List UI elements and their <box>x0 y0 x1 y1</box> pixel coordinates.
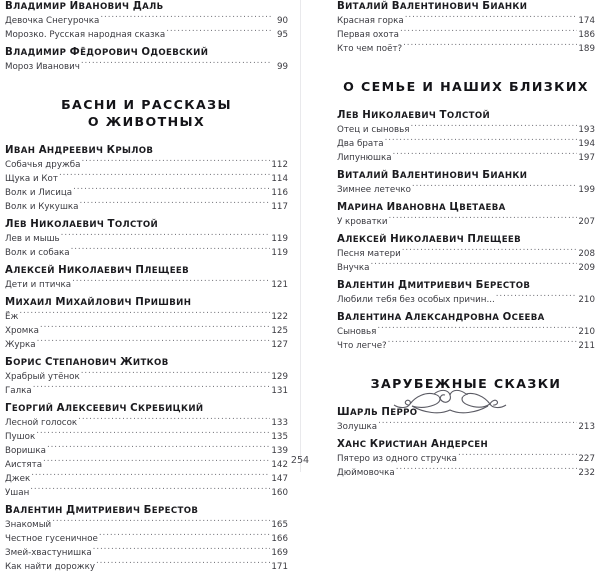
dot-leader <box>400 28 577 37</box>
author-initial: П <box>135 297 145 308</box>
section-heading-line: О СЕМЬЕ И НАШИХ БЛИЗКИХ <box>343 79 589 94</box>
toc-entry-page: 125 <box>271 326 288 336</box>
toc-entry-title: Как найти дорожку <box>5 562 95 572</box>
author-initial: А <box>56 403 65 414</box>
dot-leader <box>79 200 270 209</box>
section-heading <box>337 78 595 95</box>
toc-entry[interactable] <box>5 158 288 172</box>
author-initial: В <box>5 505 14 516</box>
toc-entry-page: 165 <box>271 520 288 530</box>
toc-entry[interactable] <box>5 60 288 74</box>
toc-entry-page: 189 <box>578 44 595 54</box>
toc-entry-title: Честное гусеничное <box>5 534 98 544</box>
author-initial: А <box>337 234 346 245</box>
toc-entry-page: 117 <box>271 202 288 212</box>
dot-leader <box>71 246 271 255</box>
toc-entry[interactable] <box>337 339 595 353</box>
toc-entry-page: 127 <box>271 340 288 350</box>
toc-entry[interactable] <box>337 123 595 137</box>
toc-entry[interactable] <box>337 28 595 42</box>
author-initial: Н <box>58 265 67 276</box>
toc-entry-page: 208 <box>578 249 595 259</box>
toc-entry-title: Дюймовочка <box>337 468 395 478</box>
author-initial: В <box>391 170 400 181</box>
toc-entry[interactable] <box>5 310 288 324</box>
toc-entry-page: 95 <box>276 30 288 40</box>
toc-entry-title: Любили тебя без особых причин... <box>337 295 495 305</box>
dot-leader <box>33 384 271 393</box>
toc-entry[interactable] <box>5 324 288 338</box>
page-number: 254 <box>290 455 310 466</box>
author-initial: Б <box>482 170 491 181</box>
author-heading: ИВАН АНДРЕЕВИЧ КРЫЛОВ <box>5 145 154 156</box>
toc-entry-page: 114 <box>271 174 288 184</box>
author-initial: В <box>391 1 400 12</box>
toc-entry[interactable] <box>5 200 288 214</box>
toc-entry-page: 174 <box>578 16 595 26</box>
author-heading: ГЕОРГИЙ АЛЕКСЕЕВИЧ СКРЕБИЦКИЙ <box>5 403 204 414</box>
dot-leader <box>61 232 271 241</box>
author-heading: АЛЕКСЕЙ НИКОЛАЕВИЧ ПЛЕЩЕЕВ <box>5 265 190 276</box>
author-initial: Д <box>398 280 408 291</box>
author-initial: Б <box>482 1 491 12</box>
dot-leader <box>73 186 270 195</box>
toc-entry[interactable] <box>5 186 288 200</box>
toc-entry-title: Змей-хвастунишка <box>5 548 92 558</box>
author-initial: О <box>141 47 151 58</box>
toc-entry-page: 119 <box>271 234 288 244</box>
toc-entry[interactable] <box>337 42 595 56</box>
toc-entry-page: 199 <box>578 185 595 195</box>
dot-leader <box>81 370 271 379</box>
dot-leader <box>36 430 270 439</box>
toc-entry-title: Волк и Кукушка <box>5 202 79 212</box>
flourish-ornament-icon <box>300 386 600 420</box>
toc-entry[interactable] <box>5 246 288 260</box>
toc-entry-page: 119 <box>271 248 288 258</box>
author-initial: Т <box>107 219 115 230</box>
toc-entry-page: 193 <box>578 125 595 135</box>
toc-entry-title: Пятеро из одного стручка <box>337 454 457 464</box>
toc-entry-title: Что легче? <box>337 341 387 351</box>
toc-entry-title: Морозко. Русская народная сказка <box>5 30 166 40</box>
toc-entry-page: 133 <box>271 418 288 428</box>
author-initial: М <box>337 202 348 213</box>
dot-leader <box>410 123 577 132</box>
toc-entry-title: Волк и собака <box>5 248 70 258</box>
author-initial: Л <box>5 219 14 230</box>
author-initial: М <box>5 297 16 308</box>
author-initial: А <box>405 312 414 323</box>
toc-entry[interactable] <box>5 384 288 398</box>
toc-entry-title: У кроватки <box>337 217 388 227</box>
author-initial: Т <box>439 110 447 121</box>
toc-entry[interactable] <box>337 247 595 261</box>
toc-entry[interactable] <box>337 420 595 434</box>
dot-leader <box>52 518 270 527</box>
toc-entry-page: 90 <box>276 16 288 26</box>
toc-entry-title: Девочка Снегурочка <box>5 16 100 26</box>
dot-leader <box>377 325 577 334</box>
toc-entry[interactable] <box>337 183 595 197</box>
author-initial: С <box>130 403 138 414</box>
toc-entry-title: Журка <box>5 340 36 350</box>
author-heading: АЛЕКСЕЙ НИКОЛАЕВИЧ ПЛЕЩЕЕВ <box>337 234 522 245</box>
toc-entry[interactable] <box>5 532 288 546</box>
toc-entry-title: Волк и Лисица <box>5 188 73 198</box>
toc-entry-page: 194 <box>578 139 595 149</box>
dot-leader <box>30 486 270 495</box>
toc-entry[interactable] <box>5 486 288 500</box>
toc-entry-page: 147 <box>271 474 288 484</box>
toc-entry[interactable] <box>5 472 288 486</box>
author-heading: ВИТАЛИЙ ВАЛЕНТИНОВИЧ БИАНКИ <box>337 170 528 181</box>
author-initial: А <box>430 439 440 450</box>
author-initial: Б <box>143 505 152 516</box>
dot-leader <box>412 183 578 192</box>
toc-entry-page: 142 <box>271 460 288 470</box>
author-heading: ВЛАДИМИР ФЁДОРОВИЧ ОДОЕВСКИЙ <box>5 47 209 58</box>
author-heading: ШАРЛЬ ПЕРРО <box>337 407 418 418</box>
toc-entry-page: 171 <box>271 562 288 572</box>
toc-entry-page: 232 <box>578 468 595 478</box>
toc-entry-title: Воришка <box>5 446 46 456</box>
toc-entry-title: Аистята <box>5 460 43 470</box>
toc-entry-title: Пушок <box>5 432 36 442</box>
toc-entry[interactable] <box>337 261 595 275</box>
dot-leader <box>81 60 271 69</box>
author-initial: П <box>381 407 391 418</box>
author-heading: ВАЛЕНТИН ДМИТРИЕВИЧ БЕРЕСТОВ <box>337 280 531 291</box>
toc-entry-title: Красная горка <box>337 16 404 26</box>
dot-leader <box>99 532 271 541</box>
dot-leader <box>31 472 270 481</box>
dot-leader <box>378 420 577 429</box>
author-initial: П <box>135 265 145 276</box>
toc-entry-title: Сыновья <box>337 327 377 337</box>
dot-leader <box>385 137 578 146</box>
dot-leader <box>93 546 271 555</box>
toc-entry-page: 129 <box>271 372 288 382</box>
toc-entry-title: Галка <box>5 386 32 396</box>
author-initial: Н <box>362 110 372 121</box>
toc-entry[interactable] <box>5 14 288 28</box>
dot-leader <box>96 560 270 569</box>
toc-entry[interactable] <box>5 546 288 560</box>
author-initial: Н <box>390 234 399 245</box>
toc-right-column <box>300 0 600 478</box>
toc-entry-title: Кто чем поёт? <box>337 44 403 54</box>
section-heading-line: БАСНИ И РАССКАЗЫ <box>61 97 232 112</box>
toc-entry-page: 122 <box>271 312 288 322</box>
toc-entry-page: 197 <box>578 153 595 163</box>
dot-leader <box>389 215 578 224</box>
toc-entry-title: Липунюшка <box>337 153 392 163</box>
author-heading: ВАЛЕНТИНА АЛЕКСАНДРОВНА ОСЕЕВА <box>337 312 545 323</box>
toc-entry-page: 131 <box>271 386 288 396</box>
dot-leader <box>78 416 270 425</box>
toc-entry[interactable] <box>5 560 288 574</box>
author-heading: ВАЛЕНТИН ДМИТРИЕВИЧ БЕРЕСТОВ <box>5 505 199 516</box>
toc-entry-page: 227 <box>578 454 595 464</box>
dot-leader <box>393 151 578 160</box>
toc-entry-page: 210 <box>578 327 595 337</box>
toc-entry-page: 112 <box>271 160 288 170</box>
toc-entry-title: Собачья дружба <box>5 160 81 170</box>
author-initial: Д <box>66 505 76 516</box>
author-initial: И <box>69 1 79 12</box>
toc-entry-title: Знакомый <box>5 520 52 530</box>
dot-leader <box>72 278 270 287</box>
dot-leader <box>402 247 578 256</box>
toc-entry-title: Первая охота <box>337 30 399 40</box>
author-initial: Б <box>475 280 484 291</box>
toc-entry[interactable] <box>5 518 288 532</box>
toc-entry-title: Зимнее летечко <box>337 185 411 195</box>
toc-entry[interactable] <box>337 215 595 229</box>
dot-leader <box>166 28 271 37</box>
toc-entry[interactable] <box>337 151 595 165</box>
author-initial: А <box>5 265 14 276</box>
dot-leader <box>371 261 578 270</box>
author-heading: ВИТАЛИЙ ВАЛЕНТИНОВИЧ БИАНКИ <box>337 1 528 12</box>
section-heading-line: ЗАРУБЕЖНЫЕ СКАЗКИ <box>370 376 562 391</box>
toc-entry[interactable] <box>337 137 595 151</box>
author-heading: ЛЕВ НИКОЛАЕВИЧ ТОЛСТОЙ <box>5 219 159 230</box>
toc-entry-title: Мороз Иванович <box>5 62 80 72</box>
author-initial: Л <box>337 110 346 121</box>
author-initial: Ж <box>120 357 133 368</box>
toc-entry-page: 213 <box>578 422 595 432</box>
toc-entry-title: Песня матери <box>337 249 401 259</box>
toc-entry-title: Внучка <box>337 263 370 273</box>
toc-entry-page: 166 <box>271 534 288 544</box>
toc-entry-title: Лесной голосок <box>5 418 78 428</box>
toc-entry-page: 139 <box>271 446 288 456</box>
author-initial: Г <box>5 403 12 414</box>
toc-entry-title: Ёж <box>5 312 19 322</box>
toc-entry-title: Золушка <box>337 422 378 432</box>
author-heading: МИХАИЛ МИХАЙЛОВИЧ ПРИШВИН <box>5 297 192 308</box>
toc-entry-page: 135 <box>271 432 288 442</box>
author-initial: Д <box>132 1 143 12</box>
dot-leader <box>388 339 578 348</box>
toc-entry-title: Дети и птичка <box>5 280 72 290</box>
toc-entry[interactable] <box>337 14 595 28</box>
toc-entry-page: 160 <box>271 488 288 498</box>
author-initial: Б <box>5 357 14 368</box>
toc-entry[interactable] <box>337 466 595 480</box>
toc-entry[interactable] <box>5 278 288 292</box>
toc-entry[interactable] <box>5 232 288 246</box>
author-heading: БОРИС СТЕПАНОВИЧ ЖИТКОВ <box>5 357 169 368</box>
toc-entry-page: 169 <box>271 548 288 558</box>
dot-leader <box>405 14 578 23</box>
author-initial: В <box>337 170 346 181</box>
toc-entry-page: 209 <box>578 263 595 273</box>
author-initial: В <box>337 280 346 291</box>
author-heading: ВЛАДИМИР ИВАНОВИЧ ДАЛЬ <box>5 1 164 12</box>
toc-entry-title: Лев и мышь <box>5 234 60 244</box>
author-heading: МАРИНА ИВАНОВНА ЦВЕТАЕВА <box>337 202 506 213</box>
dot-leader <box>19 310 270 319</box>
section-heading <box>5 96 288 130</box>
author-initial: С <box>44 357 53 368</box>
toc-left-column <box>0 0 300 572</box>
dot-leader <box>100 14 271 23</box>
dot-leader <box>47 444 270 453</box>
toc-entry-title: Ушан <box>5 488 30 498</box>
toc-entry-title: Отец и сыновья <box>337 125 410 135</box>
toc-entry-page: 186 <box>578 30 595 40</box>
toc-entry-page: 207 <box>578 217 595 227</box>
author-heading: ХАНС КРИСТИАН АНДЕРСЕН <box>337 439 489 450</box>
dot-leader <box>81 158 270 167</box>
author-initial: Ш <box>337 407 350 418</box>
author-initial: Ц <box>449 202 460 213</box>
toc-entry[interactable] <box>5 416 288 430</box>
author-initial: А <box>38 145 47 156</box>
toc-entry-page: 210 <box>578 295 595 305</box>
author-initial: П <box>467 234 477 245</box>
dot-leader <box>40 324 271 333</box>
dot-leader <box>37 338 271 347</box>
toc-entry-title: Хромка <box>5 326 39 336</box>
toc-entry[interactable] <box>5 370 288 384</box>
toc-entry-page: 99 <box>276 62 288 72</box>
toc-entry[interactable] <box>337 293 595 307</box>
toc-entry-page: 121 <box>271 280 288 290</box>
author-initial: И <box>5 145 14 156</box>
author-initial: Ф <box>69 47 81 58</box>
dot-leader <box>403 42 577 51</box>
dot-leader <box>496 293 578 302</box>
author-initial: К <box>369 439 379 450</box>
dot-leader <box>396 466 578 475</box>
toc-entry[interactable] <box>5 430 288 444</box>
author-initial: К <box>106 145 116 156</box>
author-initial: О <box>502 312 512 323</box>
author-initial: М <box>55 297 66 308</box>
section-heading-line: О ЖИВОТНЫХ <box>87 114 206 129</box>
author-heading: ЛЕВ НИКОЛАЕВИЧ ТОЛСТОЙ <box>337 110 491 121</box>
toc-entry[interactable] <box>5 172 288 186</box>
author-initial: В <box>337 312 346 323</box>
toc-entry-title: Храбрый утёнок <box>5 372 80 382</box>
author-initial: Н <box>30 219 40 230</box>
author-initial: В <box>5 47 14 58</box>
toc-entry[interactable] <box>337 325 595 339</box>
toc-entry-title: Щука и Кот <box>5 174 58 184</box>
toc-entry-page: 211 <box>578 341 595 351</box>
toc-entry-page: 116 <box>271 188 288 198</box>
author-initial: Х <box>337 439 346 450</box>
toc-entry-title: Джек <box>5 474 31 484</box>
author-initial: И <box>386 202 396 213</box>
toc-entry[interactable] <box>5 28 288 42</box>
author-initial: В <box>5 1 14 12</box>
dot-leader <box>59 172 270 181</box>
toc-entry-title: Два брата <box>337 139 384 149</box>
toc-entry[interactable] <box>5 338 288 352</box>
author-initial: В <box>337 1 346 12</box>
